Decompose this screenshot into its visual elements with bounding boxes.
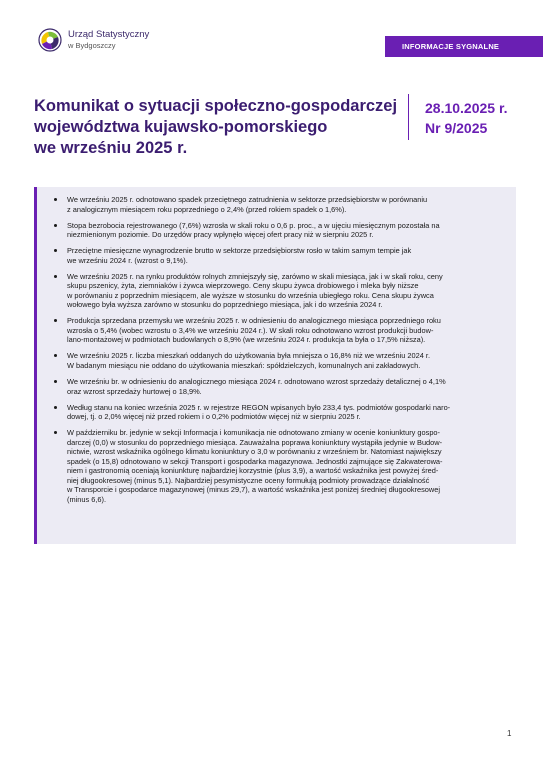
bullet-text-line: lano-montażowej w podmiotach budowlanych o 8,9% (we wrześniu 2024 r. produkcja ta była o 17,5% niższa). xyxy=(67,335,426,345)
title-line2: województwa kujawsko-pomorskiego xyxy=(34,118,328,136)
title-line3: we wrześniu 2025 r. xyxy=(34,139,188,157)
bullet-text-line: darczej (0,0) w stosunku do poprzedniego miesiąca. Zauważalna poprawa koniunktury wystąpiła jedynie w Budow- xyxy=(67,437,443,447)
bullet-text-line: (minus 6,6). xyxy=(67,494,107,504)
bullet-item xyxy=(54,272,506,310)
org-name-line2: w Bydgoszczy xyxy=(68,41,116,50)
release-meta xyxy=(425,98,508,138)
bullet-text-line: wzrosła o 5,4% (wobec wzrostu o 3,4% we wrześniu 2024 r.). W skali roku odnotowano wzrost produkcji budow- xyxy=(67,325,434,335)
release-number: Nr 9/2025 xyxy=(425,120,488,136)
bullet-text-line: niem i gastronomią oceniają koniunkturę najbardziej korzystnie (plus 3,9), a wartość wskaźnika jest powyżej śred- xyxy=(67,466,439,476)
page-title xyxy=(34,96,398,159)
bullet-text-line: spadek (o 15,8) odnotowano w sekcji Transport i gospodarka magazynowa. Jednostki zajmujące się Zakwaterowa- xyxy=(67,456,443,466)
release-date: 28.10.2025 r. xyxy=(425,100,508,116)
org-name-line1: Urząd Statystyczny xyxy=(68,29,150,40)
bullet-text-line: W badanym miesiącu nie oddano do użytkowania mieszkań: spółdzielczych, komunalnych ani zakładowych. xyxy=(67,360,421,370)
bullet-item xyxy=(54,377,506,396)
bullet-text-line: We wrześniu br. w odniesieniu do analogicznego miesiąca 2024 r. odnotowano wzrost sprzedaży detalicznej o 4,1% xyxy=(67,377,446,387)
org-name xyxy=(68,29,149,51)
bullet-text-line: We wrześniu 2025 r. na rynku produktów rolnych zmniejszyły się, zarówno w skali miesiąca, jak i w skali roku, ceny xyxy=(67,271,443,281)
bullet-text-line: Według stanu na koniec września 2025 r. w rejestrze REGON wpisanych było 233,4 tys. podmiotów gospodarki naro- xyxy=(67,402,451,412)
bullet-item xyxy=(54,221,506,240)
bullet-item xyxy=(54,428,506,504)
bullet-text-line: Przeciętne miesięczne wynagrodzenie brutto w sektorze przedsiębiorstw rosło w takim samym tempie jak xyxy=(67,246,412,256)
bullet-item xyxy=(54,351,506,370)
key-findings-list xyxy=(54,195,506,504)
bullet-text-line: We wrześniu 2025 r. liczba mieszkań oddanych do użytkowania była mniejsza o 16,8% niż we wrześniu 2024 r. xyxy=(67,351,431,361)
divider xyxy=(408,94,409,140)
bullet-text-line: oraz wzrost sprzedaży hurtowej o 18,9%. xyxy=(67,386,202,396)
bullet-text-line: skupu pszenicy, żyta, ziemniaków i żywca wieprzowego. Ceny skupu żywca drobiowego i mleka były niższe xyxy=(67,281,419,291)
bullet-text-line: Produkcja sprzedana przemysłu we wrześniu 2025 r. w odniesieniu do analogicznego miesiąca poprzedniego roku xyxy=(67,316,441,326)
bullet-item xyxy=(54,246,506,265)
bullet-text-line: wołowego była wyższa zarówno w stosunku do poprzedniego miesiąca, jak i do września 2024 r. xyxy=(67,300,383,310)
bullet-text-line: nictwie, wzrost wskaźnika ogólnego klimatu koniunktury o 3,0 w porównaniu z wrześniem br. Natomiast największy xyxy=(67,447,442,457)
bullet-item xyxy=(54,316,506,345)
bullet-text-line: W październiku br. jedynie w sekcji Informacja i komunikacja nie odnotowano zmiany w ocenie koniunktury gospo- xyxy=(67,428,440,438)
page-number: 1 xyxy=(507,729,512,738)
title-line1: Komunikat o sytuacji społeczno-gospodarczej xyxy=(34,97,398,115)
key-findings-box xyxy=(34,187,516,544)
logo xyxy=(38,28,149,52)
bullet-text-line: niezmienionym poziomie. Do urzędów pracy wpłynęło więcej ofert pracy niż w sierpniu 2025 r. xyxy=(67,230,374,240)
bullet-text-line: We wrześniu 2025 r. odnotowano spadek przeciętnego zatrudnienia w sektorze przedsiębiorstw w porównaniu xyxy=(67,195,428,204)
bullet-text-line: dowej, tj. o 2,0% więcej niż przed rokiem i o 0,2% podmiotów więcej niż w sierpniu 2025 r. xyxy=(67,412,361,422)
bullet-text-line: niej długookresowej (minus 5,1). Najbardziej pesymistyczne oceny formułują podmioty prowadzące działalność xyxy=(67,475,430,485)
bullet-item xyxy=(54,195,506,214)
bullet-text-line: we wrześniu 2024 r. (wzrost o 9,1%). xyxy=(67,255,188,265)
bullet-item xyxy=(54,403,506,422)
bullet-text-line: Stopa bezrobocia rejestrowanego (7,6%) wzrosła w skali roku o 0,6 p. proc., a w ujęciu miesięcznym pozostała na xyxy=(67,220,440,230)
bullet-text-line: w porównaniu z poprzednim miesiącem, ale wyższe w stosunku do września ubiegłego roku. Cena skupu żywca xyxy=(67,290,434,300)
stats-office-logo-icon xyxy=(38,28,62,52)
bullet-text-line: w Transporcie i gospodarce magazynowej (minus 29,7), a wartość wskaźnika jest poniżej średniej długookresowej xyxy=(67,485,440,495)
bullet-text-line: z analogicznym miesiącem roku poprzedniego o 2,4% (przed rokiem spadek o 1,6%). xyxy=(67,204,347,214)
section-badge: INFORMACJE SYGNALNE xyxy=(385,36,543,57)
